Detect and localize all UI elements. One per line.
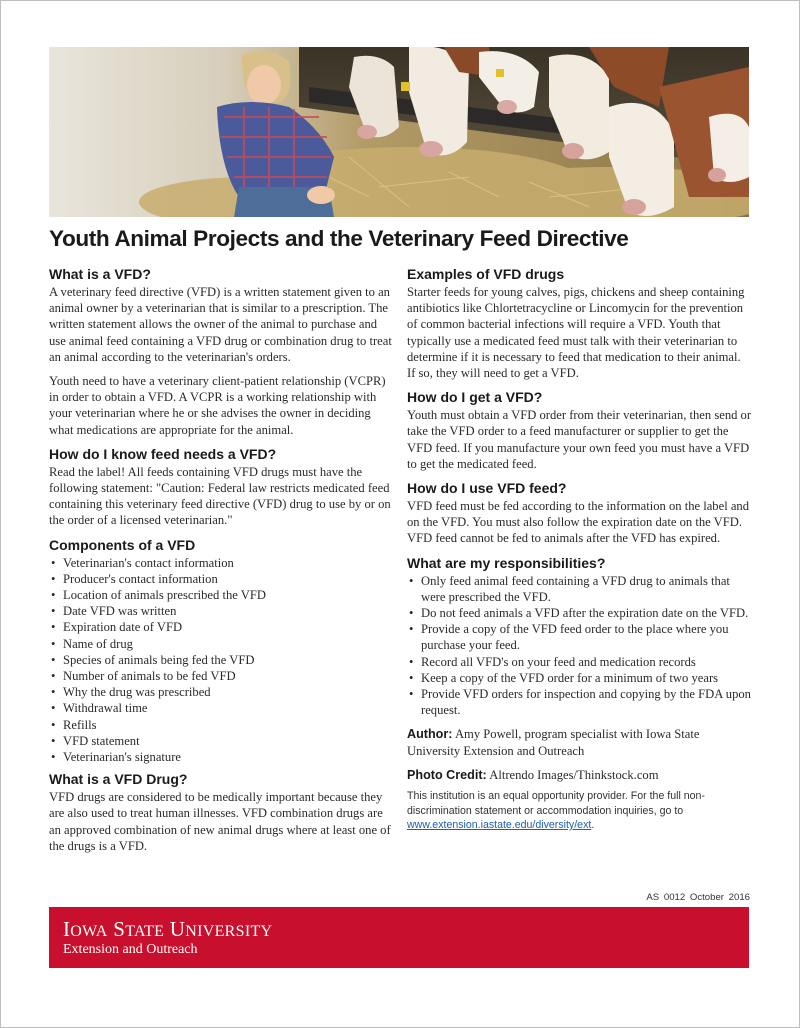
list-item: • Provide a copy of the VFD feed order to the place where you purchase your feed. — [407, 621, 752, 653]
girl-and-cows-illustration — [49, 47, 749, 217]
left-column — [49, 266, 394, 862]
photo-credit-text: Altrendo Images/Thinkstock.com — [489, 767, 659, 782]
list-item: • Species of animals being fed the VFD — [49, 652, 394, 668]
how-use-para: VFD feed must be fed according to the information on the label and on the VFD. You must also follow the expiration date on the VFD. VFD feed cannot be fed to animals after the VFD has expired. — [407, 499, 750, 546]
list-item: • Withdrawal time — [49, 700, 394, 716]
hero-photo — [49, 47, 749, 217]
section-vfd-drug — [49, 771, 394, 854]
list-item: • Refills — [49, 717, 394, 733]
list-item: • Veterinarian's contact information — [49, 555, 394, 571]
page-title: Youth Animal Projects and the Veterinary Feed Directive — [49, 226, 629, 251]
author-text: Amy Powell, program specialist with Iowa State University Extension and Outreach — [407, 727, 700, 758]
section-components — [49, 537, 394, 766]
wordmark-letters: NIVERSITY — [185, 923, 273, 940]
examples-para: Starter feeds for young calves, pigs, chickens and sheep containing antibiotics like Chlortetracycline or Lincomycin for the prevention of common bacterial infections will require a VFD. Youth that typically use a medicated feed must talk with their veterinarian to determine if it is necessary to feed that medication to their animal. If so, they will need to get a VFD. — [407, 285, 745, 381]
section-examples — [407, 266, 752, 381]
right-column — [407, 266, 752, 833]
photo-credit — [407, 767, 752, 783]
wordmark-letters: OWA — [70, 923, 108, 940]
list-item: • Only feed animal feed containing a VFD drug to animals that were prescribed the VFD. — [407, 573, 752, 605]
list-item: • VFD statement — [49, 733, 394, 749]
section-how-know — [49, 446, 394, 529]
list-item: • Name of drug — [49, 636, 394, 652]
list-item: • Expiration date of VFD — [49, 619, 394, 635]
section-how-use — [407, 480, 752, 547]
list-item: • Number of animals to be fed VFD — [49, 668, 394, 684]
list-item: • Why the drug was prescribed — [49, 684, 394, 700]
wordmark-letter: S — [113, 917, 126, 941]
heading-how-use: How do I use VFD feed? — [407, 480, 567, 497]
wordmark-letter: U — [169, 917, 186, 941]
university-wordmark — [63, 917, 272, 942]
section-responsibilities — [407, 555, 752, 719]
heading-components: Components of a VFD — [49, 536, 196, 553]
what-is-vfd-para-2: Youth need to have a veterinary client-patient relationship (VCPR) in order to obtain a VFD. A VCPR is a working relationship with your veterinarian where he or she advises the owner in deciding what medications are appropriate for the animal. — [49, 374, 386, 437]
vfd-drug-para: VFD drugs are considered to be medically important because they are also used to treat human illnesses. VFD combination drugs are an approved combination of new animal drugs where at least one of the drugs is a VFD. — [49, 790, 391, 853]
heading-how-get: How do I get a VFD? — [407, 389, 543, 406]
section-how-get — [407, 389, 752, 472]
list-item: • Veterinarian's signature — [49, 749, 394, 765]
wordmark-letters: TATE — [125, 923, 165, 940]
responsibilities-list — [407, 573, 752, 719]
author-credit — [407, 726, 752, 758]
author-label: Author: — [407, 727, 453, 742]
photo-credit-label: Photo Credit: — [407, 767, 487, 782]
list-item: • Keep a copy of the VFD order for a minimum of two years — [407, 670, 752, 686]
how-know-para: Read the label! All feeds containing VFD drugs must have the following statement: "Caution: Federal law restricts medicated feed containing this veterinary feed directive (VFD) drug to use by or on the order of a licensed veterinarian." — [49, 464, 391, 528]
heading-vfd-drug: What is a VFD Drug? — [49, 771, 188, 788]
heading-examples: Examples of VFD drugs — [407, 266, 565, 282]
extension-subtitle: Extension and Outreach — [63, 942, 198, 957]
section-what-is-vfd — [49, 266, 394, 438]
notice-end: . — [591, 819, 595, 832]
how-get-para: Youth must obtain a VFD order from their veterinarian, then send or take the VFD order to a feed manufacturer or supplier to get the VFD feed. If you manufacture your own feed you must have a VFD to get the medicated feed. — [407, 408, 752, 471]
list-item: • Location of animals prescribed the VFD — [49, 587, 394, 603]
equal-opportunity-notice — [407, 789, 752, 833]
wordmark-letter: I — [63, 917, 71, 941]
components-list — [49, 555, 394, 766]
list-item: • Date VFD was written — [49, 603, 394, 619]
what-is-vfd-para-1: A veterinary feed directive (VFD) is a written statement given to an animal owner by a veterinarian that is similar to a prescription. The written statement allows the owner of the animal to purchase and use animal feed containing a VFD drug or combination drug to treat an animal according to the veterinarian's orders. — [49, 285, 392, 364]
list-item: • Do not feed animals a VFD after the expiration date on the VFD. — [407, 605, 752, 621]
heading-responsibilities: What are my responsibilities? — [407, 554, 606, 571]
heading-how-know: How do I know feed needs a VFD? — [49, 445, 277, 462]
list-item: • Provide VFD orders for inspection and copying by the FDA upon request. — [407, 686, 752, 718]
notice-text: This institution is an equal opportunity provider. For the full non-discrimination statement or accommodation inquiries, go to — [407, 790, 705, 817]
list-item: • Record all VFD's on your feed and medication records — [407, 654, 752, 670]
footer-banner — [49, 907, 749, 968]
list-item: • Producer's contact information — [49, 571, 394, 587]
heading-what-is-vfd: What is a VFD? — [49, 266, 151, 282]
diversity-link[interactable]: www.extension.iastate.edu/diversity/ext — [407, 819, 592, 832]
document-id: AS 0012 October 2016 — [646, 892, 750, 903]
